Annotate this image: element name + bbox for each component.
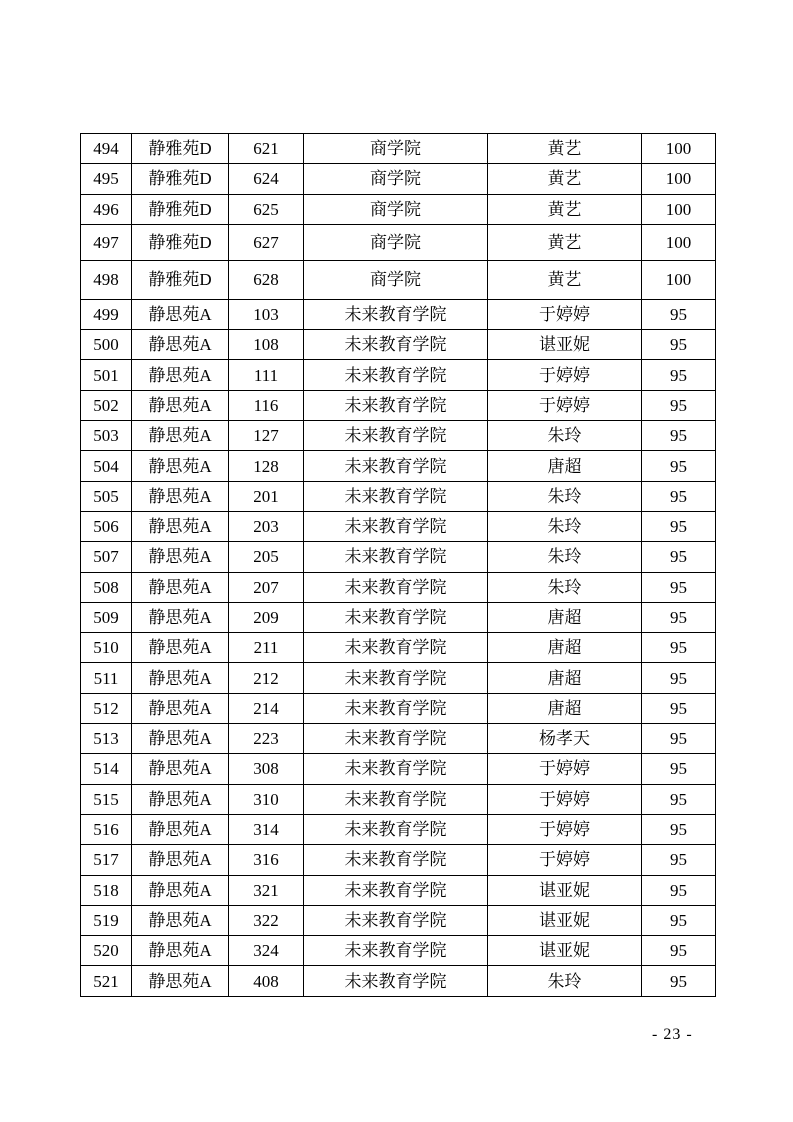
college-cell: 未来教育学院	[304, 724, 488, 754]
building-cell: 静思苑A	[132, 330, 229, 360]
building-cell: 静思苑A	[132, 390, 229, 420]
score-cell: 95	[642, 633, 716, 663]
score-cell: 95	[642, 602, 716, 632]
row-number-cell: 507	[81, 542, 132, 572]
counselor-cell: 黄艺	[488, 194, 642, 224]
room-cell: 211	[229, 633, 304, 663]
counselor-cell: 于婷婷	[488, 360, 642, 390]
score-cell: 95	[642, 511, 716, 541]
table-row	[81, 936, 716, 966]
row-number-cell: 520	[81, 936, 132, 966]
table-body	[81, 134, 716, 997]
counselor-cell: 于婷婷	[488, 784, 642, 814]
table-row	[81, 421, 716, 451]
table-row	[81, 784, 716, 814]
college-cell: 未来教育学院	[304, 966, 488, 996]
table-row	[81, 845, 716, 875]
score-cell: 95	[642, 875, 716, 905]
counselor-cell: 谌亚妮	[488, 905, 642, 935]
row-number-cell: 504	[81, 451, 132, 481]
counselor-cell: 唐超	[488, 633, 642, 663]
college-cell: 未来教育学院	[304, 451, 488, 481]
row-number-cell: 511	[81, 663, 132, 693]
building-cell: 静思苑A	[132, 875, 229, 905]
counselor-cell: 于婷婷	[488, 814, 642, 844]
building-cell: 静思苑A	[132, 754, 229, 784]
counselor-cell: 朱玲	[488, 421, 642, 451]
score-cell: 95	[642, 481, 716, 511]
room-cell: 128	[229, 451, 304, 481]
table-row	[81, 966, 716, 996]
score-cell: 95	[642, 693, 716, 723]
row-number-cell: 495	[81, 164, 132, 194]
room-cell: 212	[229, 663, 304, 693]
building-cell: 静思苑A	[132, 421, 229, 451]
room-cell: 316	[229, 845, 304, 875]
row-number-cell: 499	[81, 299, 132, 329]
row-number-cell: 500	[81, 330, 132, 360]
college-cell: 未来教育学院	[304, 693, 488, 723]
college-cell: 未来教育学院	[304, 330, 488, 360]
college-cell: 未来教育学院	[304, 421, 488, 451]
row-number-cell: 502	[81, 390, 132, 420]
building-cell: 静雅苑D	[132, 260, 229, 299]
building-cell: 静思苑A	[132, 905, 229, 935]
row-number-cell: 515	[81, 784, 132, 814]
room-cell: 625	[229, 194, 304, 224]
score-cell: 95	[642, 542, 716, 572]
score-cell: 95	[642, 299, 716, 329]
college-cell: 未来教育学院	[304, 875, 488, 905]
counselor-cell: 黄艺	[488, 164, 642, 194]
score-cell: 95	[642, 390, 716, 420]
table-row	[81, 164, 716, 194]
college-cell: 商学院	[304, 260, 488, 299]
room-cell: 108	[229, 330, 304, 360]
building-cell: 静思苑A	[132, 511, 229, 541]
college-cell: 商学院	[304, 134, 488, 164]
counselor-cell: 唐超	[488, 451, 642, 481]
college-cell: 商学院	[304, 224, 488, 260]
counselor-cell: 朱玲	[488, 511, 642, 541]
building-cell: 静思苑A	[132, 814, 229, 844]
table-row	[81, 134, 716, 164]
room-cell: 201	[229, 481, 304, 511]
college-cell: 未来教育学院	[304, 511, 488, 541]
row-number-cell: 519	[81, 905, 132, 935]
table-row	[81, 260, 716, 299]
room-cell: 214	[229, 693, 304, 723]
table-row	[81, 754, 716, 784]
counselor-cell: 黄艺	[488, 224, 642, 260]
building-cell: 静思苑A	[132, 663, 229, 693]
room-cell: 324	[229, 936, 304, 966]
table-row	[81, 905, 716, 935]
dormitory-score-table	[80, 133, 716, 997]
college-cell: 未来教育学院	[304, 481, 488, 511]
room-cell: 621	[229, 134, 304, 164]
building-cell: 静思苑A	[132, 693, 229, 723]
building-cell: 静思苑A	[132, 451, 229, 481]
room-cell: 116	[229, 390, 304, 420]
table-row	[81, 224, 716, 260]
college-cell: 未来教育学院	[304, 663, 488, 693]
room-cell: 322	[229, 905, 304, 935]
row-number-cell: 503	[81, 421, 132, 451]
building-cell: 静思苑A	[132, 724, 229, 754]
table-row	[81, 481, 716, 511]
building-cell: 静雅苑D	[132, 224, 229, 260]
table-row	[81, 299, 716, 329]
table-row	[81, 814, 716, 844]
row-number-cell: 521	[81, 966, 132, 996]
college-cell: 未来教育学院	[304, 602, 488, 632]
score-cell: 100	[642, 194, 716, 224]
score-cell: 95	[642, 784, 716, 814]
table-row	[81, 663, 716, 693]
score-cell: 95	[642, 451, 716, 481]
row-number-cell: 510	[81, 633, 132, 663]
row-number-cell: 514	[81, 754, 132, 784]
counselor-cell: 于婷婷	[488, 299, 642, 329]
room-cell: 111	[229, 360, 304, 390]
table-row	[81, 511, 716, 541]
room-cell: 205	[229, 542, 304, 572]
table-row	[81, 451, 716, 481]
row-number-cell: 517	[81, 845, 132, 875]
counselor-cell: 唐超	[488, 663, 642, 693]
score-cell: 95	[642, 663, 716, 693]
score-cell: 95	[642, 936, 716, 966]
row-number-cell: 516	[81, 814, 132, 844]
score-cell: 100	[642, 260, 716, 299]
counselor-cell: 谌亚妮	[488, 936, 642, 966]
score-cell: 95	[642, 421, 716, 451]
score-cell: 95	[642, 360, 716, 390]
counselor-cell: 朱玲	[488, 542, 642, 572]
score-cell: 95	[642, 814, 716, 844]
row-number-cell: 494	[81, 134, 132, 164]
building-cell: 静思苑A	[132, 602, 229, 632]
score-cell: 95	[642, 966, 716, 996]
building-cell: 静雅苑D	[132, 194, 229, 224]
building-cell: 静思苑A	[132, 633, 229, 663]
room-cell: 628	[229, 260, 304, 299]
score-cell: 95	[642, 845, 716, 875]
building-cell: 静思苑A	[132, 299, 229, 329]
college-cell: 未来教育学院	[304, 845, 488, 875]
counselor-cell: 杨孝天	[488, 724, 642, 754]
building-cell: 静思苑A	[132, 936, 229, 966]
college-cell: 未来教育学院	[304, 572, 488, 602]
counselor-cell: 朱玲	[488, 481, 642, 511]
college-cell: 未来教育学院	[304, 633, 488, 663]
table-row	[81, 602, 716, 632]
table-row	[81, 330, 716, 360]
room-cell: 310	[229, 784, 304, 814]
page-number: - 23 -	[652, 1026, 693, 1043]
building-cell: 静思苑A	[132, 481, 229, 511]
score-cell: 100	[642, 224, 716, 260]
score-cell: 95	[642, 905, 716, 935]
building-cell: 静思苑A	[132, 360, 229, 390]
counselor-cell: 于婷婷	[488, 390, 642, 420]
table-row	[81, 724, 716, 754]
college-cell: 商学院	[304, 194, 488, 224]
score-cell: 100	[642, 164, 716, 194]
counselor-cell: 唐超	[488, 693, 642, 723]
room-cell: 627	[229, 224, 304, 260]
building-cell: 静雅苑D	[132, 164, 229, 194]
counselor-cell: 朱玲	[488, 572, 642, 602]
building-cell: 静思苑A	[132, 845, 229, 875]
room-cell: 127	[229, 421, 304, 451]
table-row	[81, 542, 716, 572]
counselor-cell: 于婷婷	[488, 845, 642, 875]
building-cell: 静思苑A	[132, 572, 229, 602]
score-cell: 95	[642, 754, 716, 784]
counselor-cell: 黄艺	[488, 260, 642, 299]
table-row	[81, 194, 716, 224]
row-number-cell: 498	[81, 260, 132, 299]
college-cell: 未来教育学院	[304, 754, 488, 784]
score-cell: 95	[642, 572, 716, 602]
row-number-cell: 506	[81, 511, 132, 541]
counselor-cell: 谌亚妮	[488, 875, 642, 905]
table-row	[81, 875, 716, 905]
room-cell: 624	[229, 164, 304, 194]
room-cell: 207	[229, 572, 304, 602]
room-cell: 209	[229, 602, 304, 632]
college-cell: 未来教育学院	[304, 299, 488, 329]
score-cell: 100	[642, 134, 716, 164]
score-cell: 95	[642, 724, 716, 754]
score-cell: 95	[642, 330, 716, 360]
college-cell: 未来教育学院	[304, 542, 488, 572]
building-cell: 静思苑A	[132, 784, 229, 814]
row-number-cell: 497	[81, 224, 132, 260]
counselor-cell: 唐超	[488, 602, 642, 632]
room-cell: 223	[229, 724, 304, 754]
row-number-cell: 496	[81, 194, 132, 224]
table-row	[81, 693, 716, 723]
row-number-cell: 509	[81, 602, 132, 632]
building-cell: 静思苑A	[132, 542, 229, 572]
room-cell: 321	[229, 875, 304, 905]
table-row	[81, 572, 716, 602]
college-cell: 商学院	[304, 164, 488, 194]
counselor-cell: 朱玲	[488, 966, 642, 996]
college-cell: 未来教育学院	[304, 784, 488, 814]
room-cell: 314	[229, 814, 304, 844]
building-cell: 静雅苑D	[132, 134, 229, 164]
college-cell: 未来教育学院	[304, 814, 488, 844]
row-number-cell: 505	[81, 481, 132, 511]
building-cell: 静思苑A	[132, 966, 229, 996]
college-cell: 未来教育学院	[304, 905, 488, 935]
table-row	[81, 633, 716, 663]
college-cell: 未来教育学院	[304, 390, 488, 420]
row-number-cell: 518	[81, 875, 132, 905]
table-row	[81, 390, 716, 420]
row-number-cell: 508	[81, 572, 132, 602]
counselor-cell: 谌亚妮	[488, 330, 642, 360]
counselor-cell: 于婷婷	[488, 754, 642, 784]
room-cell: 103	[229, 299, 304, 329]
table-row	[81, 360, 716, 390]
row-number-cell: 513	[81, 724, 132, 754]
college-cell: 未来教育学院	[304, 360, 488, 390]
room-cell: 308	[229, 754, 304, 784]
college-cell: 未来教育学院	[304, 936, 488, 966]
room-cell: 408	[229, 966, 304, 996]
row-number-cell: 501	[81, 360, 132, 390]
row-number-cell: 512	[81, 693, 132, 723]
room-cell: 203	[229, 511, 304, 541]
counselor-cell: 黄艺	[488, 134, 642, 164]
